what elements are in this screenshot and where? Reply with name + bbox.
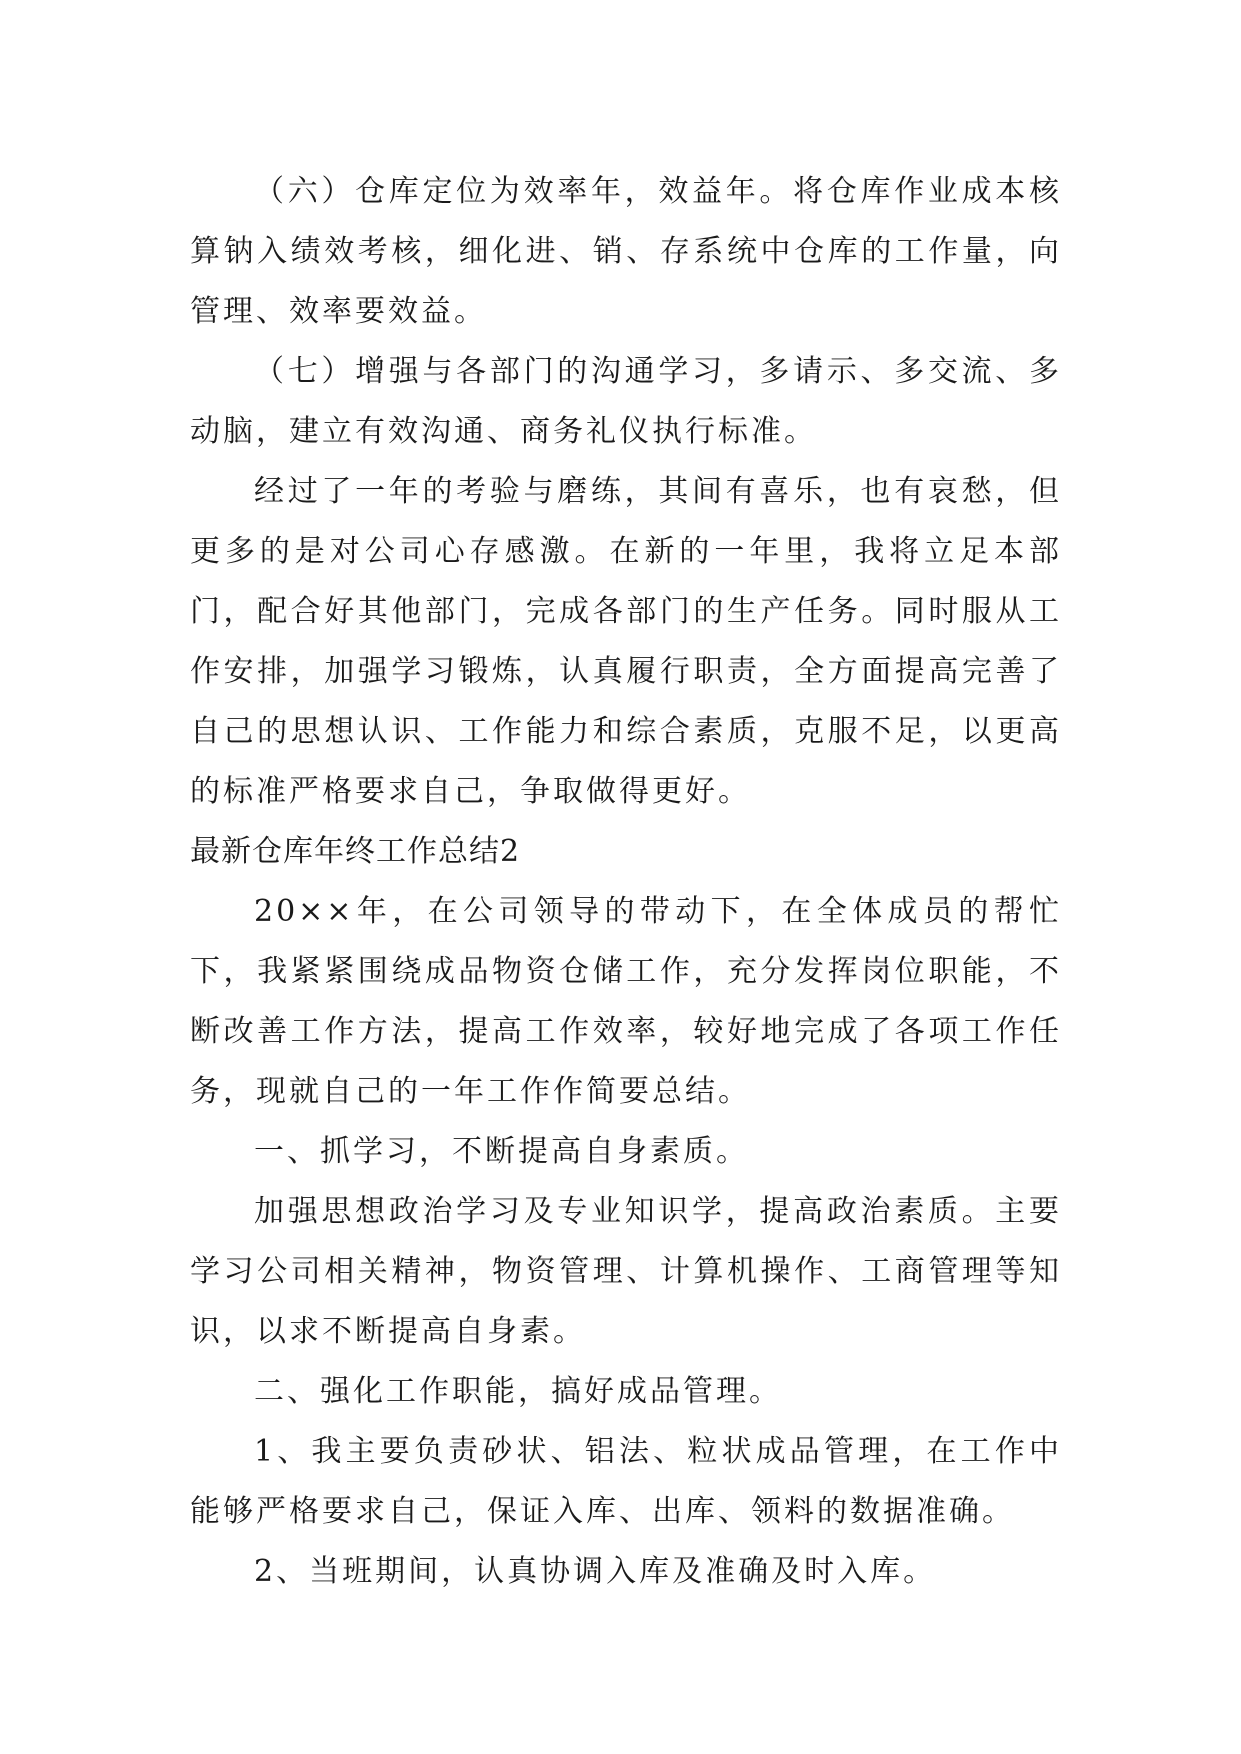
paragraph-point-2-item-2: 2、当班期间，认真协调入库及准确及时入库。 <box>254 1554 937 1589</box>
section-heading: 最新仓库年终工作总结2 <box>190 834 521 869</box>
paragraph-point-1-body: 加强思想政治学习及专业知识学，提高政治素质。主要学习公司相关精神，物资管理、计算机操作、工商管理等知识，以求不断提高自身素。 <box>190 1194 1062 1349</box>
paragraph-item-6: （六）仓库定位为效率年，效益年。将仓库作业成本核算钠入绩效考核，细化进、销、存系统中仓库的工作量，向管理、效率要效益。 <box>190 174 1062 329</box>
document-body <box>190 162 1062 1602</box>
paragraph-point-2-title: 二、强化工作职能，搞好成品管理。 <box>254 1374 782 1409</box>
paragraph-point-1-title: 一、抓学习，不断提高自身素质。 <box>254 1134 749 1169</box>
paragraph-item-7: （七）增强与各部门的沟通学习，多请示、多交流、多动脑，建立有效沟通、商务礼仪执行标准。 <box>190 354 1062 449</box>
paragraph-point-2-item-1: 1、我主要负责砂状、铝法、粒状成品管理，在工作中能够严格要求自己，保证入库、出库、领料的数据准确。 <box>190 1434 1062 1529</box>
paragraph-conclusion: 经过了一年的考验与磨练，其间有喜乐，也有哀愁，但更多的是对公司心存感激。在新的一年里，我将立足本部门，配合好其他部门，完成各部门的生产任务。同时服从工作安排，加强学习锻炼，认真履行职责，全方面提高完善了自己的思想认识、工作能力和综合素质，克服不足，以更高的标准严格要求自己，争取做得更好。 <box>190 474 1062 809</box>
paragraph-intro: 20××年，在公司领导的带动下，在全体成员的帮忙下，我紧紧围绕成品物资仓储工作，充分发挥岗位职能，不断改善工作方法，提高工作效率，较好地完成了各项工作任务，现就自己的一年工作作简要总结。 <box>190 894 1062 1109</box>
